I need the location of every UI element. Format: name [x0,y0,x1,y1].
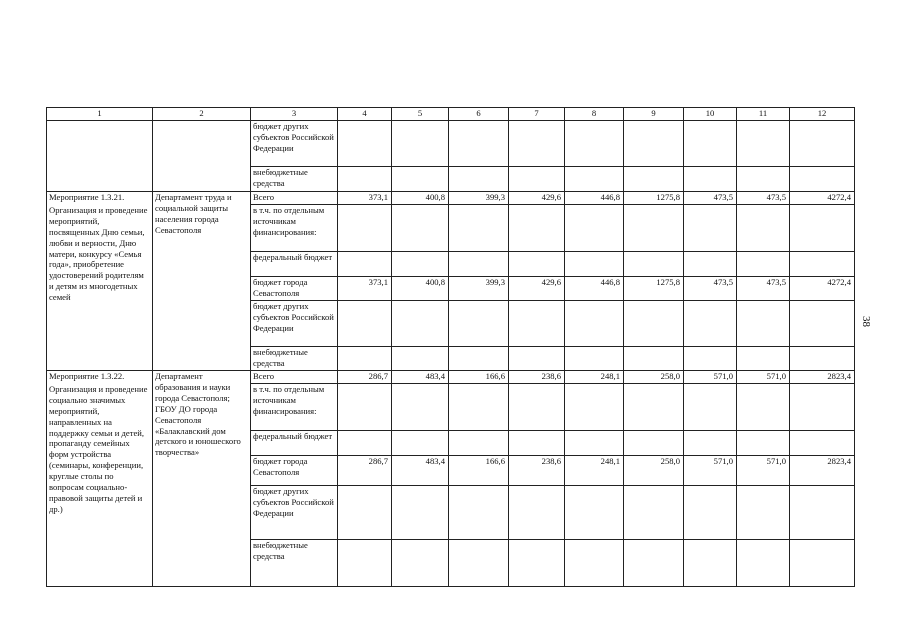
funding-source: внебюджетные средства [251,347,338,371]
value-cell [565,540,624,587]
funding-source: бюджет города Севастополя [251,277,338,301]
value-cell: 4272,4 [790,192,855,205]
value-cell: 446,8 [565,192,624,205]
value-cell [392,252,449,277]
value-cell [392,121,449,167]
funding-source: внебюджетные средства [251,540,338,587]
column-number: 2 [153,108,251,121]
value-cell: 483,4 [392,371,449,384]
value-cell [509,301,565,347]
value-cell [684,486,737,540]
value-cell [338,121,392,167]
value-cell [392,167,449,192]
column-number: 3 [251,108,338,121]
value-cell [392,384,449,431]
value-cell [338,384,392,431]
value-cell [737,301,790,347]
value-cell: 473,5 [684,277,737,301]
value-cell: 483,4 [392,456,449,486]
value-cell [684,167,737,192]
value-cell [338,167,392,192]
value-cell: 286,7 [338,371,392,384]
value-cell [449,252,509,277]
value-cell [684,121,737,167]
value-cell [509,252,565,277]
value-cell [737,384,790,431]
value-cell [565,347,624,371]
value-cell: 248,1 [565,456,624,486]
value-cell: 571,0 [737,371,790,384]
funding-source: бюджет других субъектов Российской Федерации [251,121,338,167]
executor-cell-continued [153,121,251,192]
value-cell [565,167,624,192]
value-cell: 571,0 [737,456,790,486]
value-cell [684,540,737,587]
value-cell [684,384,737,431]
value-cell [509,384,565,431]
value-cell [449,167,509,192]
value-cell [624,121,684,167]
value-cell [737,486,790,540]
event-cell [47,371,153,587]
value-cell [624,431,684,456]
funding-source: бюджет других субъектов Российской Федерации [251,486,338,540]
funding-source: в т.ч. по отдельным источникам финансирования: [251,205,338,252]
column-number: 6 [449,108,509,121]
value-cell [338,252,392,277]
value-cell [624,540,684,587]
value-cell [509,347,565,371]
event-cell [47,192,153,371]
column-number: 11 [737,108,790,121]
value-cell [737,205,790,252]
value-cell [565,301,624,347]
value-cell [684,431,737,456]
value-cell [392,205,449,252]
value-cell [737,540,790,587]
table-row [47,121,855,167]
page-number: 38 [860,316,872,327]
value-cell: 399,3 [449,192,509,205]
value-cell: 373,1 [338,192,392,205]
value-cell [790,431,855,456]
value-cell: 473,5 [737,192,790,205]
value-cell: 4272,4 [790,277,855,301]
column-number: 4 [338,108,392,121]
column-number: 12 [790,108,855,121]
column-number: 1 [47,108,153,121]
value-cell: 473,5 [737,277,790,301]
value-cell [449,540,509,587]
executor-cell: Департамент труда и социальной защиты населения города Севастополя [153,192,251,371]
value-cell [624,486,684,540]
value-cell [449,347,509,371]
value-cell [790,540,855,587]
value-cell [624,384,684,431]
value-cell [449,431,509,456]
value-cell [684,347,737,371]
value-cell [392,540,449,587]
value-cell: 429,6 [509,192,565,205]
value-cell [737,121,790,167]
value-cell [338,431,392,456]
event-cell-continued [47,121,153,192]
event-title: Мероприятие 1.3.21. [49,192,125,202]
value-cell: 473,5 [684,192,737,205]
value-cell [449,121,509,167]
value-cell [565,205,624,252]
value-cell [624,347,684,371]
value-cell [509,205,565,252]
value-cell: 1275,8 [624,277,684,301]
value-cell: 373,1 [338,277,392,301]
funding-source: в т.ч. по отдельным источникам финансирования: [251,384,338,431]
column-number: 5 [392,108,449,121]
table-row [47,371,855,384]
value-cell: 399,3 [449,277,509,301]
value-cell [565,431,624,456]
funding-source: федеральный бюджет [251,431,338,456]
value-cell: 2823,4 [790,371,855,384]
executor-cell: Департамент образования и науки города Севастополя; ГБОУ ДО города Севастополя «Балаклавский дом детского и юношеского творчества» [153,371,251,587]
value-cell [624,252,684,277]
value-cell [790,486,855,540]
value-cell [565,384,624,431]
value-cell [790,252,855,277]
value-cell [509,431,565,456]
column-number: 7 [509,108,565,121]
value-cell [338,301,392,347]
value-cell [449,301,509,347]
value-cell [790,384,855,431]
table-row [47,192,855,205]
value-cell [338,540,392,587]
value-cell: 400,8 [392,192,449,205]
value-cell: 258,0 [624,371,684,384]
event-description: Организация и проведение социально значимых мероприятий, направленных на поддержку семьи и детей, пропаганду семейных форм устройства (семинары, конференции, круглые столы по вопросам социально-правовой защиты детей и др.) [49,383,148,514]
value-cell [392,431,449,456]
funding-source: Всего [251,192,338,205]
value-cell [565,121,624,167]
value-cell [449,205,509,252]
value-cell [790,301,855,347]
value-cell [392,347,449,371]
value-cell: 166,6 [449,456,509,486]
value-cell [624,167,684,192]
value-cell: 429,6 [509,277,565,301]
value-cell [392,486,449,540]
funding-source: федеральный бюджет [251,252,338,277]
value-cell [737,252,790,277]
value-cell [684,301,737,347]
value-cell [790,121,855,167]
column-number: 9 [624,108,684,121]
value-cell: 571,0 [684,456,737,486]
value-cell [790,347,855,371]
value-cell [509,121,565,167]
value-cell [509,167,565,192]
column-number: 10 [684,108,737,121]
value-cell [790,167,855,192]
value-cell [737,167,790,192]
value-cell: 571,0 [684,371,737,384]
value-cell [737,347,790,371]
value-cell [449,486,509,540]
value-cell [790,205,855,252]
column-number-row [47,108,855,121]
funding-source: бюджет других субъектов Российской Федерации [251,301,338,347]
value-cell: 248,1 [565,371,624,384]
value-cell: 258,0 [624,456,684,486]
event-title: Мероприятие 1.3.22. [49,371,125,381]
value-cell: 238,6 [509,456,565,486]
value-cell [684,205,737,252]
value-cell: 400,8 [392,277,449,301]
value-cell [338,347,392,371]
value-cell: 1275,8 [624,192,684,205]
column-number: 8 [565,108,624,121]
value-cell [684,252,737,277]
value-cell: 2823,4 [790,456,855,486]
value-cell [509,486,565,540]
funding-source: бюджет города Севастополя [251,456,338,486]
value-cell [338,486,392,540]
value-cell [624,301,684,347]
event-description: Организация и проведение мероприятий, посвященных Дню семьи, любви и верности, Дню матери, конкурсу «Семья года», приобретение удостоверений родителям и детям из многодетных семей [49,204,148,303]
value-cell [737,431,790,456]
value-cell [392,301,449,347]
funding-source: внебюджетные средства [251,167,338,192]
funding-source: Всего [251,371,338,384]
value-cell [565,252,624,277]
value-cell [509,540,565,587]
value-cell [449,384,509,431]
value-cell [565,486,624,540]
value-cell: 286,7 [338,456,392,486]
value-cell: 446,8 [565,277,624,301]
value-cell: 238,6 [509,371,565,384]
value-cell: 166,6 [449,371,509,384]
value-cell [338,205,392,252]
value-cell [624,205,684,252]
funding-table [46,107,855,587]
